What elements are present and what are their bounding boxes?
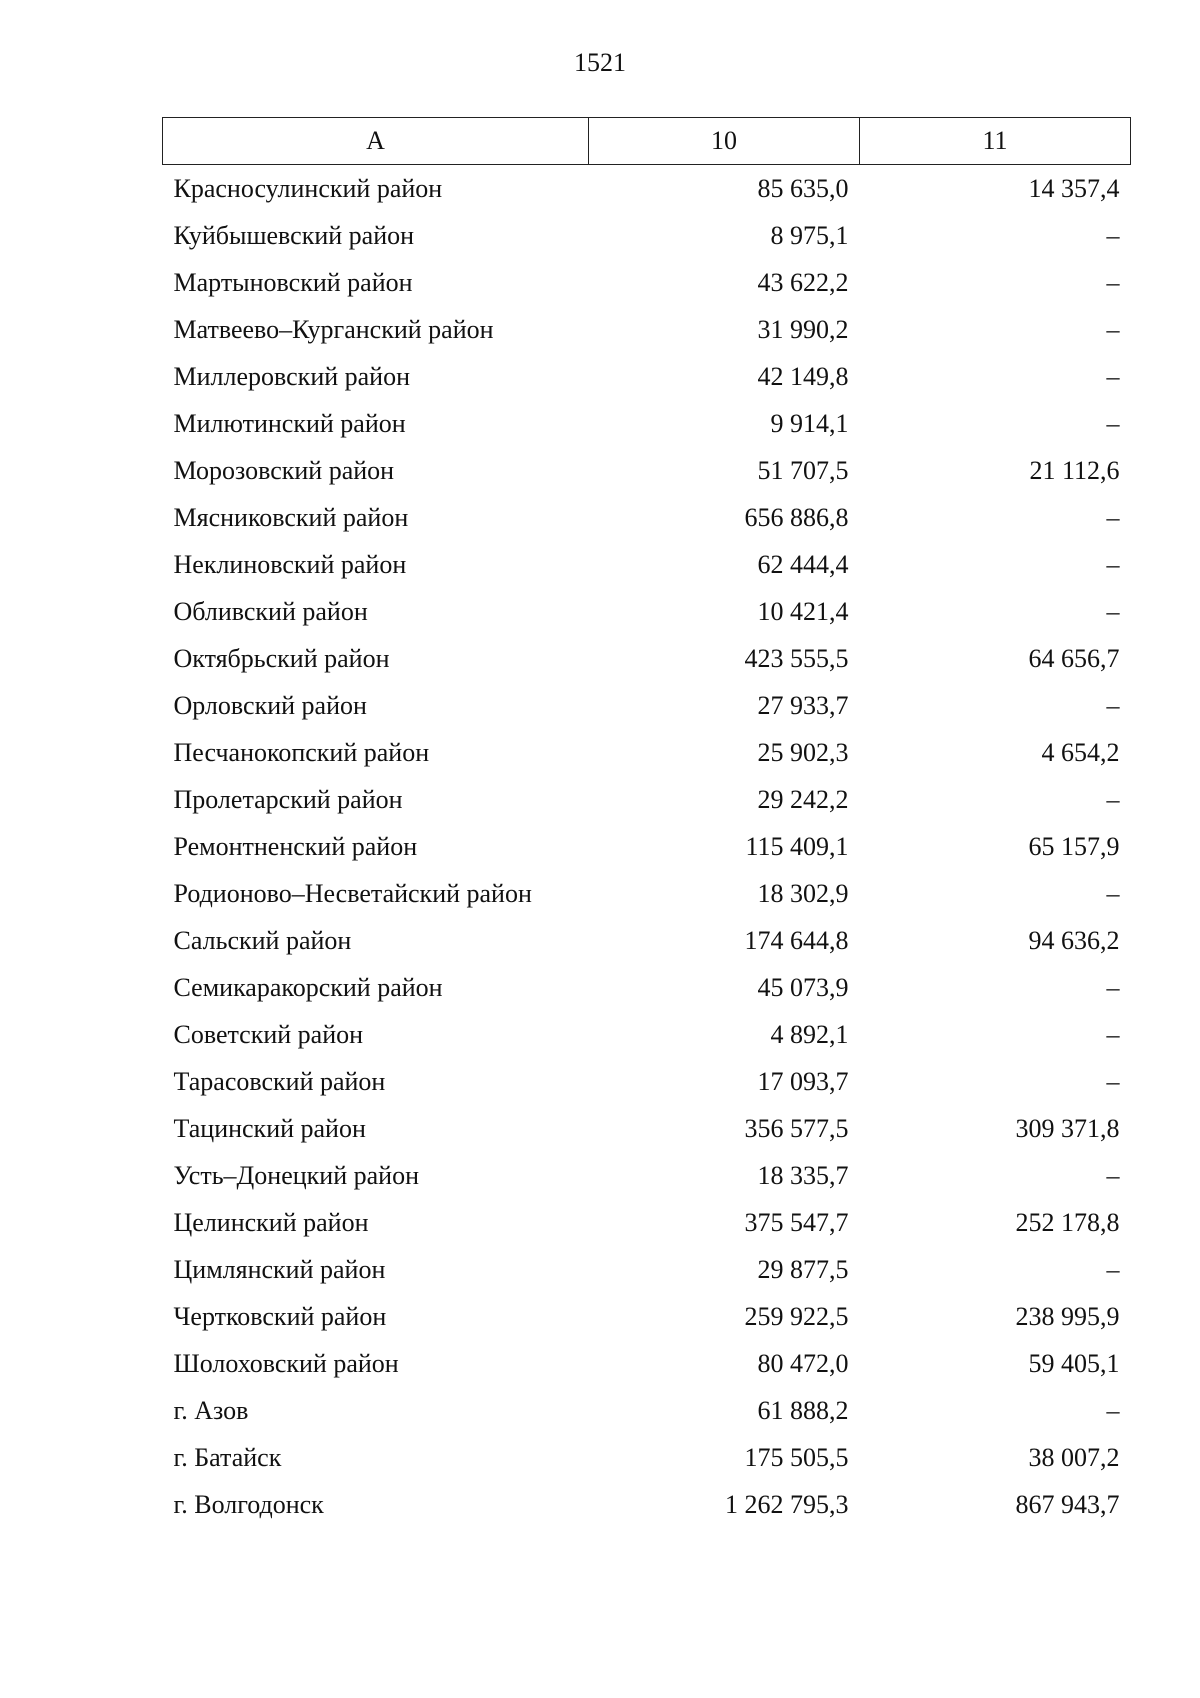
value-col-11-cell: – [1106, 267, 1120, 297]
table-row [163, 541, 1131, 588]
row-label-cell: Ремонтненский район [173, 831, 418, 861]
value-col-10-cell: 27 933,7 [757, 690, 849, 720]
table-header [163, 118, 1131, 165]
table-row [163, 776, 1131, 823]
table-row [163, 212, 1131, 259]
row-label-cell: Семикаракорский район [173, 972, 443, 1002]
value-col-10-cell: 10 421,4 [757, 596, 849, 626]
row-label-cell: Тацинский район [173, 1113, 366, 1143]
table-row [163, 400, 1131, 447]
table-body [163, 165, 1131, 1529]
value-col-11-cell: – [1106, 314, 1120, 344]
value-col-11-cell: 64 656,7 [1028, 643, 1120, 673]
value-col-11-cell: – [1106, 1254, 1120, 1284]
table-row [163, 1387, 1131, 1434]
row-label-cell: Морозовский район [173, 455, 395, 485]
row-label-cell: г. Батайск [173, 1442, 282, 1472]
value-col-10-cell: 25 902,3 [757, 737, 849, 767]
table-row [163, 917, 1131, 964]
row-label-cell: Неклиновский район [173, 549, 407, 579]
table-row [163, 447, 1131, 494]
table-row [163, 823, 1131, 870]
value-col-11-cell: 14 357,4 [1028, 173, 1120, 203]
header-cell-10: 10 [589, 118, 860, 165]
value-col-10-cell: 1 262 795,3 [725, 1489, 849, 1519]
row-label-cell: Родионово–Несветайский район [173, 878, 532, 908]
row-label-cell: Пролетарский район [173, 784, 403, 814]
value-col-11-cell: – [1106, 690, 1120, 720]
value-col-11-cell: – [1106, 1395, 1120, 1425]
value-col-11-cell: – [1106, 972, 1120, 1002]
value-col-10-cell: 51 707,5 [757, 455, 849, 485]
table-row [163, 1434, 1131, 1481]
value-col-11-cell: – [1106, 784, 1120, 814]
value-col-11-cell: – [1106, 502, 1120, 532]
row-label-cell: Советский район [173, 1019, 364, 1049]
value-col-10-cell: 356 577,5 [744, 1113, 849, 1143]
value-col-11-cell: 309 371,8 [1015, 1113, 1120, 1143]
row-label-cell: Целинский район [173, 1207, 369, 1237]
row-label-cell: Матвеево–Курганский район [173, 314, 494, 344]
value-col-11-cell: – [1106, 361, 1120, 391]
value-col-10-cell: 29 877,5 [757, 1254, 849, 1284]
row-label-cell: г. Волгодонск [173, 1489, 324, 1519]
value-col-10-cell: 18 335,7 [757, 1160, 849, 1190]
value-col-10-cell: 375 547,7 [744, 1207, 849, 1237]
row-label-cell: Усть–Донецкий район [173, 1160, 419, 1190]
table-row [163, 870, 1131, 917]
table-row [163, 1293, 1131, 1340]
row-label-cell: Милютинский район [173, 408, 406, 438]
row-label-cell: Орловский район [173, 690, 367, 720]
value-col-10-cell: 18 302,9 [757, 878, 849, 908]
value-col-10-cell: 42 149,8 [757, 361, 849, 391]
table-row [163, 635, 1131, 682]
table-row [163, 1199, 1131, 1246]
value-col-11-cell: – [1106, 596, 1120, 626]
table-row [163, 682, 1131, 729]
value-col-11-cell: – [1106, 408, 1120, 438]
row-label-cell: Тарасовский район [173, 1066, 386, 1096]
table-row [163, 729, 1131, 776]
value-col-10-cell: 31 990,2 [757, 314, 849, 344]
value-col-10-cell: 61 888,2 [757, 1395, 849, 1425]
value-col-11-cell: 94 636,2 [1028, 925, 1120, 955]
table-row [163, 353, 1131, 400]
table-row [163, 964, 1131, 1011]
table-row [163, 588, 1131, 635]
table-row [163, 1058, 1131, 1105]
table-row [163, 1152, 1131, 1199]
row-label-cell: Октябрьский район [173, 643, 390, 673]
value-col-10-cell: 80 472,0 [757, 1348, 849, 1378]
value-col-10-cell: 45 073,9 [757, 972, 849, 1002]
value-col-11-cell: 21 112,6 [1029, 455, 1120, 485]
value-col-11-cell: – [1106, 1066, 1120, 1096]
table-row [163, 306, 1131, 353]
table-row [163, 1011, 1131, 1058]
row-label-cell: Мартыновский район [173, 267, 413, 297]
table-row [163, 1340, 1131, 1387]
value-col-11-cell: 65 157,9 [1028, 831, 1120, 861]
value-col-11-cell: 4 654,2 [1041, 737, 1120, 767]
row-label-cell: Сальский район [173, 925, 352, 955]
page-number: 1521 [574, 48, 626, 77]
value-col-11-cell: 38 007,2 [1028, 1442, 1120, 1472]
header-row [163, 118, 1131, 165]
value-col-11-cell: 59 405,1 [1028, 1348, 1120, 1378]
value-col-10-cell: 656 886,8 [744, 502, 849, 532]
value-col-11-cell: 252 178,8 [1015, 1207, 1120, 1237]
value-col-10-cell: 259 922,5 [744, 1301, 849, 1331]
row-label-cell: Шолоховский район [173, 1348, 399, 1378]
row-label-cell: Мясниковский район [173, 502, 409, 532]
value-col-10-cell: 9 914,1 [770, 408, 849, 438]
value-col-10-cell: 43 622,2 [757, 267, 849, 297]
value-col-10-cell: 17 093,7 [757, 1066, 849, 1096]
value-col-11-cell: 867 943,7 [1015, 1489, 1120, 1519]
table-row [163, 1246, 1131, 1293]
header-cell-11: 11 [860, 118, 1131, 165]
table-row [163, 494, 1131, 541]
value-col-10-cell: 29 242,2 [757, 784, 849, 814]
value-col-11-cell: – [1106, 1019, 1120, 1049]
row-label-cell: Обливский район [173, 596, 368, 626]
data-table [162, 117, 1131, 1528]
row-label-cell: Чертковский район [173, 1301, 387, 1331]
value-col-10-cell: 4 892,1 [770, 1019, 849, 1049]
row-label-cell: Миллеровский район [173, 361, 411, 391]
table-row [163, 1481, 1131, 1528]
value-col-10-cell: 423 555,5 [744, 643, 849, 673]
value-col-11-cell: 238 995,9 [1015, 1301, 1120, 1331]
data-table-container [162, 117, 1130, 1528]
value-col-11-cell: – [1106, 1160, 1120, 1190]
value-col-10-cell: 85 635,0 [757, 173, 849, 203]
table-row [163, 259, 1131, 306]
value-col-11-cell: – [1106, 220, 1120, 250]
value-col-10-cell: 115 409,1 [745, 831, 849, 861]
value-col-11-cell: – [1106, 549, 1120, 579]
row-label-cell: г. Азов [173, 1395, 249, 1425]
value-col-10-cell: 8 975,1 [770, 220, 849, 250]
table-row [163, 1105, 1131, 1152]
value-col-10-cell: 174 644,8 [744, 925, 849, 955]
header-cell-a: А [163, 118, 589, 165]
value-col-11-cell: – [1106, 878, 1120, 908]
row-label-cell: Красносулинский район [173, 173, 443, 203]
value-col-10-cell: 175 505,5 [744, 1442, 849, 1472]
row-label-cell: Куйбышевский район [173, 220, 415, 250]
row-label-cell: Песчанокопский район [173, 737, 430, 767]
row-label-cell: Цимлянский район [173, 1254, 386, 1284]
value-col-10-cell: 62 444,4 [757, 549, 849, 579]
table-row [163, 165, 1131, 213]
